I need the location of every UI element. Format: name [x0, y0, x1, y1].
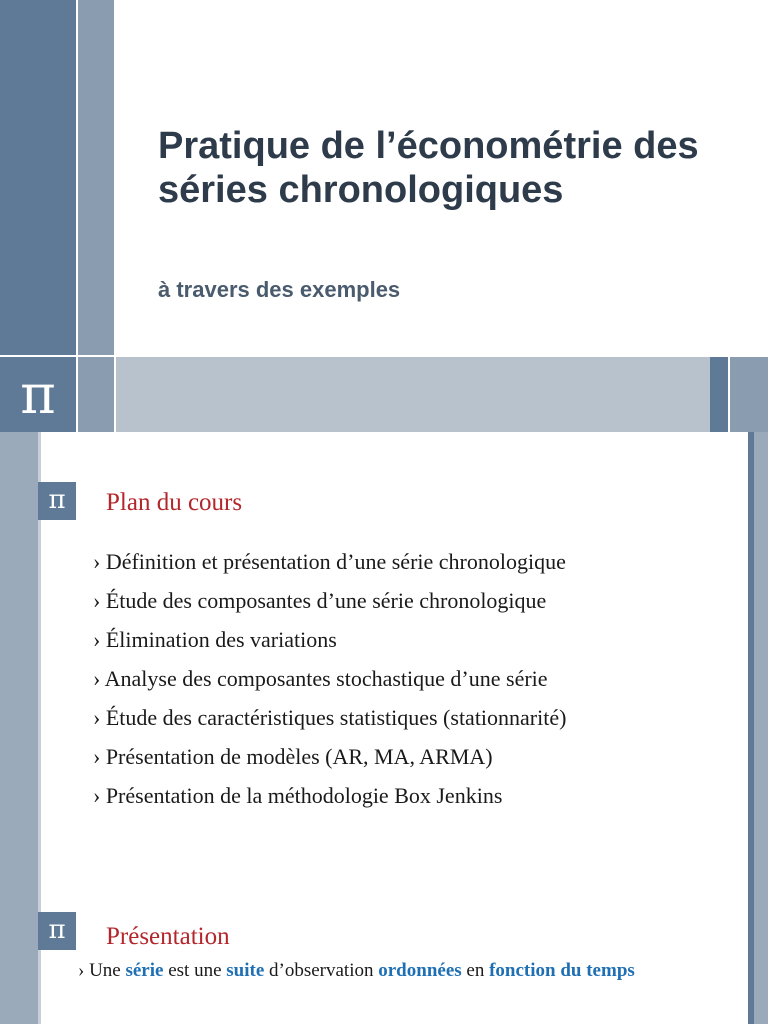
slide-title-text: Pratique de l’économétrie des séries chronologiques [158, 125, 699, 211]
decor-strip-mid [78, 357, 114, 432]
pi-icon: π [0, 357, 76, 432]
section-heading: Plan du cours [106, 489, 243, 516]
slide-plan [0, 432, 768, 868]
decor-strip-dark [710, 357, 728, 432]
section-heading: Présentation [106, 923, 230, 950]
decor-strip-light [116, 357, 710, 432]
pi-icon: π [38, 912, 76, 950]
decor-bar-left [0, 432, 38, 868]
list-item: › Élimination des variations [93, 627, 337, 652]
decor-bar-dark [0, 0, 76, 355]
list-item: › Définition et présentation d’une série chronologique [93, 549, 566, 574]
decor-strip-end [730, 357, 768, 432]
decor-bar-right-light [754, 432, 768, 868]
bullet-glyph: › [78, 960, 85, 981]
keyword-ordonnees: ordonnées [378, 960, 462, 981]
keyword-serie: série [125, 960, 164, 981]
keyword-suite: suite [226, 960, 265, 981]
decor-bar-right-light [754, 868, 768, 1024]
slide-subtitle-text: à travers des exemples [158, 277, 401, 302]
list-item: › Étude des composantes d’une série chronologique [93, 588, 547, 613]
keyword-fonction-du-temps: fonction du temps [489, 960, 635, 981]
list-item: › Présentation de modèles (AR, MA, ARMA) [93, 744, 493, 769]
slide-title [0, 0, 768, 432]
text-fragment: d’observation [264, 960, 379, 981]
list-item: › Analyse des composantes stochastique d’une série [93, 666, 548, 691]
pi-icon: π [38, 482, 76, 520]
decor-bar-mid [78, 0, 114, 355]
text-fragment: est une [163, 960, 227, 981]
text-fragment: en [461, 960, 490, 981]
decor-bar-left [0, 868, 38, 1024]
list-item: › Présentation de la méthodologie Box Jenkins [93, 783, 503, 808]
text-fragment: Une [84, 960, 126, 981]
definition-line [78, 958, 746, 984]
list-item: › Étude des caractéristiques statistiques (stationnarité) [93, 705, 567, 730]
slide-presentation [0, 868, 768, 1024]
plan-list [93, 542, 743, 815]
